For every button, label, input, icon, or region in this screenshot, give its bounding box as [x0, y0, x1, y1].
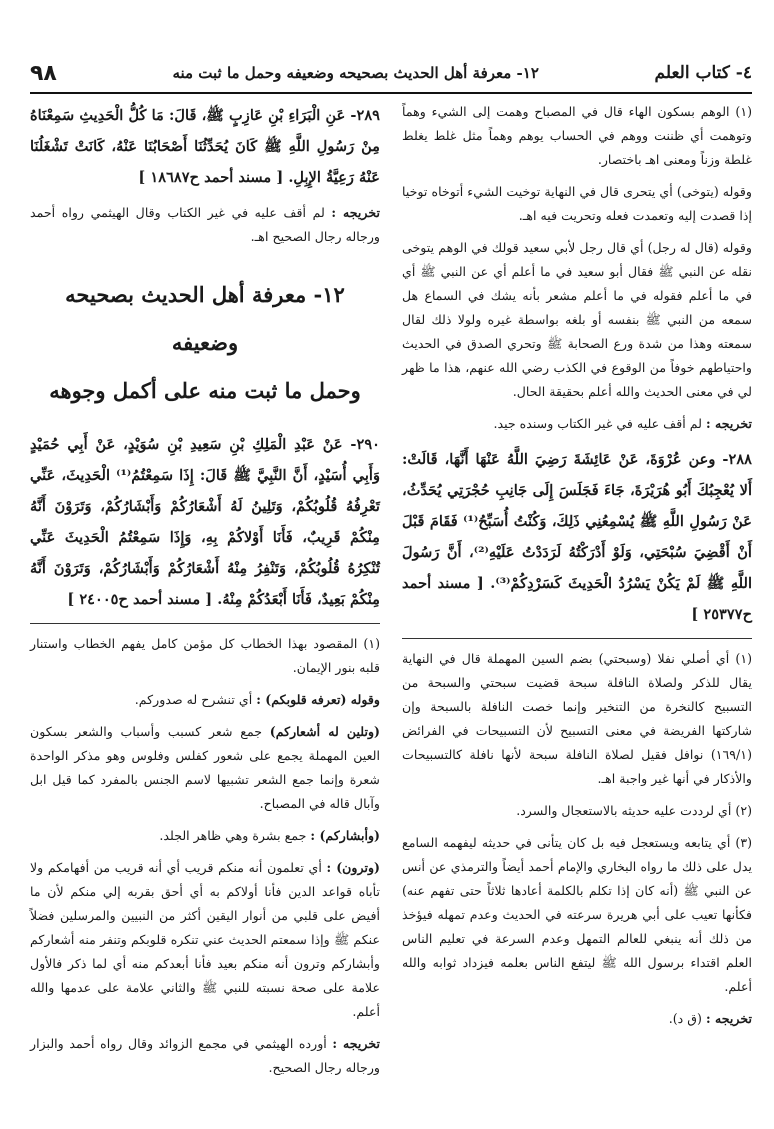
footnote-label: وقوله (تعرفه قلوبكم) :: [256, 692, 380, 707]
hadith-text: ٢٩٠- عَنْ عَبْدِ الْمَلِكِ بْنِ سَعِيدِ بْنِ سُوَيْدٍ، عَنْ أَبِي حُمَيْدٍ وَأَبِي أُسَيْدٍ، أَنَّ النَّبِيَّ ﷺ قَالَ: إِذَا سَمِعْتُمُ⁽¹⁾ الْحَدِيثَ، عَنِّي تَعْرِفُهُ قُلُوبُكُمْ، وَتَلِينُ لَهُ أَشْعَارُكُمْ وَأَبْشَارُكُمْ، وَتَرَوْنَ أَنَّهُ مِنْكُمْ قَرِيبٌ، فَأَنَا أَوْلاكُمْ بِهِ، وَإِذَا سَمِعْتُمُ الْحَدِيثَ عَنِّي تُنْكِرُهُ قُلُوبُكُمْ، وَتَنْفِرُ مِنْهُ أَشْعَارُكُمْ وَأَبْشَارُكُمْ، وَتَرَوْنَ أَنَّهُ مِنْكُمْ بَعِيدٌ، فَأَنَا أَبْعَدُكُمْ مِنْهُ.: [30, 436, 381, 608]
footnote: (٣) أي يتابعه ويستعجل فيه بل كان يتأنى في حديثه ليفهمه السامع يدل على ذلك ما رواه البخاري والإمام أحمد أيضاً والترمذي عن أنس عن النبي ﷺ (أنه كان إذا تكلم بالكلمة أعادها ثلاثاً حتى تفهم عنه) فكأنها تعيب على أبي هريرة سرعته في الحديث وعدم تمهله فيؤخذ من ذلك أنه ينبغي للعالم التمهل وعدم السرعة في تعليم الناس العلم اقتداء برسول الله ﷺ ليتفع الناس بعلمه فيزداد ثوابه والله أعلم.: [402, 835, 752, 994]
section-title: [30, 271, 380, 415]
footnote: [30, 720, 380, 816]
takhrij-label: تخريجه :: [332, 1036, 380, 1051]
takhrij: [30, 201, 380, 249]
footnote: وقوله (يتوخى) أي يتحرى قال في النهاية توخيت الشيء أتوخاه توخيا إذا قصدت إليه وتعمدت فعله وتحريت فيه اهـ.: [402, 184, 752, 223]
left-column: [30, 100, 380, 1088]
takhrij: [402, 1007, 752, 1031]
footnote-label: (وأبشاركم) :: [310, 828, 380, 843]
footnote-text: جمع شعر كسبب وأسباب والشعر بسكون العين المهملة يجمع على شعور كفلس وفلوس وهو مذكر الواحدة شعرة وإنما جمع الشعر تشبيها لاسم الجنس بالمفرد كما قيل ابل وآبال قاله في المصباح.: [30, 724, 380, 811]
hadith-text: ٢٨٨- وعن عُرْوَةَ، عَنْ عَائِشَةَ رَضِيَ اللَّهُ عَنْهَا أَنَّهَا، قَالَتْ: أَلا يُعْجِبُكَ أَبُو هُرَيْرَةَ، جَاءَ فَجَلَسَ إِلَى جَانِبِ حُجْرَتِي يُحَدِّثُ، عَنْ رَسُولِ اللَّهِ ﷺ يُسْمِعُنِي ذَلِكَ، وَكُنْتُ أُسَبِّحُ⁽¹⁾ فَقَامَ قَبْلَ أَنْ أَقْضِيَ سُبْحَتِي، وَلَوْ أَدْرَكْتُهُ لَرَدَدْتُ عَلَيْهِ⁽²⁾، أَنَّ رَسُولَ اللَّهِ ﷺ لَمْ يَكُنْ يَسْرُدُ الْحَدِيثَ كَسَرْدِكُمْ⁽³⁾.: [402, 451, 752, 592]
takhrij-label: تخريجه :: [705, 1011, 752, 1026]
page-number: ٩٨: [30, 60, 57, 86]
book-title: ٤- كتاب العلم: [654, 63, 752, 83]
footnote: (١) المقصود بهذا الخطاب كل مؤمن كامل يفهم الخطاب واستنار قلبه بنور الإيمان.: [30, 636, 380, 675]
footnote-text: جمع بشرة وهي ظاهر الجلد.: [159, 828, 307, 843]
footnote-separator: [30, 623, 380, 624]
footnote: (١) أي أصلي نفلا (وسبحتي) بضم السين المهملة قال في النهاية يقال للذكر ولصلاة النافلة سبحة قضيت سبحتي والسبحة من التسبيح كالنخرة من التنخير وإنما خصت النافلة بالسبحة وإن شاركتها الفريضة في معنى التسبيح لأن التسبيحات في الفرائض (١٦٩/١) نوافل فقيل لصلاة النافلة سبحة لأنها نافلة كالتسبيحات والأذكار في أنها غير واجبة اهـ.: [402, 651, 752, 786]
hadith-290: [30, 429, 380, 615]
hadith-288: [402, 444, 752, 630]
hadith-reference: [ مسند أحمد ح٢٤٠٠٥ ]: [67, 591, 213, 608]
section-title-line: وحمل ما ثبت منه على أكمل وجوهه: [49, 378, 361, 403]
footnote-label: (وتلين له أشعاركم): [269, 724, 380, 739]
takhrij: [30, 1032, 380, 1080]
section-title-line: ١٢- معرفة أهل الحديث بصحيحه وضعيفه: [65, 282, 345, 355]
page-header: [30, 58, 752, 94]
hadith-reference: [ مسند أحمد ح٢٥٣٧٧ ]: [402, 575, 752, 623]
takhrij: [402, 412, 752, 436]
footnote: [30, 856, 380, 1024]
footnote-separator: [402, 638, 752, 639]
takhrij-text: لم أقف عليه في غير الكتاب وسنده جيد.: [493, 416, 702, 431]
takhrij-label: تخريجه :: [331, 205, 380, 220]
footnote: [30, 824, 380, 848]
takhrij-text: أورده الهيثمي في مجمع الزوائد وقال رواه أحمد والبزار ورجاله رجال الصحيح.: [30, 1036, 380, 1075]
footnote: (١) الوهم بسكون الهاء قال في المصباح وهمت إلى الشيء وهماً وتوهمت أي ظننت ووهم في الحساب يوهم وهماً مثل غلط يغلط غلطة وزناً ومعنى اهـ باختصار.: [402, 104, 752, 167]
takhrij-text: لم أقف عليه في غير الكتاب وقال الهيثمي رواه أحمد ورجاله رجال الصحيح اهـ.: [30, 205, 380, 244]
right-column: [402, 100, 752, 1039]
footnote-label: (وترون) :: [326, 860, 380, 875]
takhrij-text: (ق د).: [668, 1011, 702, 1026]
hadith-289: [30, 100, 380, 193]
hadith-reference: [ مسند أحمد ح١٨٦٨٧ ]: [138, 169, 284, 186]
footnote: وقوله (قال له رجل) أي قال رجل لأبي سعيد قولك في الوهم يتوخى نقله عن النبي ﷺ فقال أبو سعيد في ما أعلم أي عن النبي ﷺ أي في ما أعلم فقوله في ما أعلم مشعر بأنه يشك في السماع هل سمعه من النبي ﷺ بنفسه أو بلغه بواسطة غيره ولولا ذلك لقال سمعته وهذا من شدة ورع الصحابة ﷺ وتحري الصدق في الحديث واحتياطهم خوفاً من الوقوع في الكذب رضي الله عنهم، هذا ما ظهر لي في معنى الحديث والله أعلم بحقيقة الحال.: [402, 240, 752, 399]
chapter-title: ١٢- معرفة أهل الحديث بصحيحه وضعيفه وحمل ما ثبت منه: [172, 64, 539, 82]
hadith-text: ٢٨٩- عَنِ الْبَرَاءِ بْنِ عَازِبٍ ﷺ، قَالَ: مَا كُلُّ الْحَدِيثِ سَمِعْنَاهُ مِنْ رَسُولِ اللَّهِ ﷺ كَانَ يُحَدِّثُنَا أَصْحَابُنَا عَنْهُ، كَانَتْ تَشْغَلُنَا عَنْهُ رَعِيَّةُ الإِبِلِ.: [30, 107, 380, 186]
footnote-text: أي تنشرح له صدوركم.: [134, 692, 253, 707]
takhrij-label: تخريجه :: [705, 416, 752, 431]
footnote: [30, 688, 380, 712]
footnote: (٢) أي لرددت عليه حديثه بالاستعجال والسرد.: [516, 803, 752, 818]
footnote-text: أي تعلمون أنه منكم قريب أي أنه قريب من أفهامكم ولا تأباه قواعد الدين فأنا أولاكم به أي أحق بقربه إلي منكم لأن ما أفيض على قلبي من أنوار اليقين أكثر من النبيين والمرسلين فضلاً عنكم ﷺ وإذا سمعتم الحديث عني تنكره قلوبكم وتنفر منه أشعاركم وأبشاركم وترون أنه منكم بعيد فأنا أبعدكم منه أي لما ذكر فالأول علامة على صحة نسبته للنبي ﷺ والثاني علامة على عدمها والله أعلم.: [30, 860, 380, 1019]
